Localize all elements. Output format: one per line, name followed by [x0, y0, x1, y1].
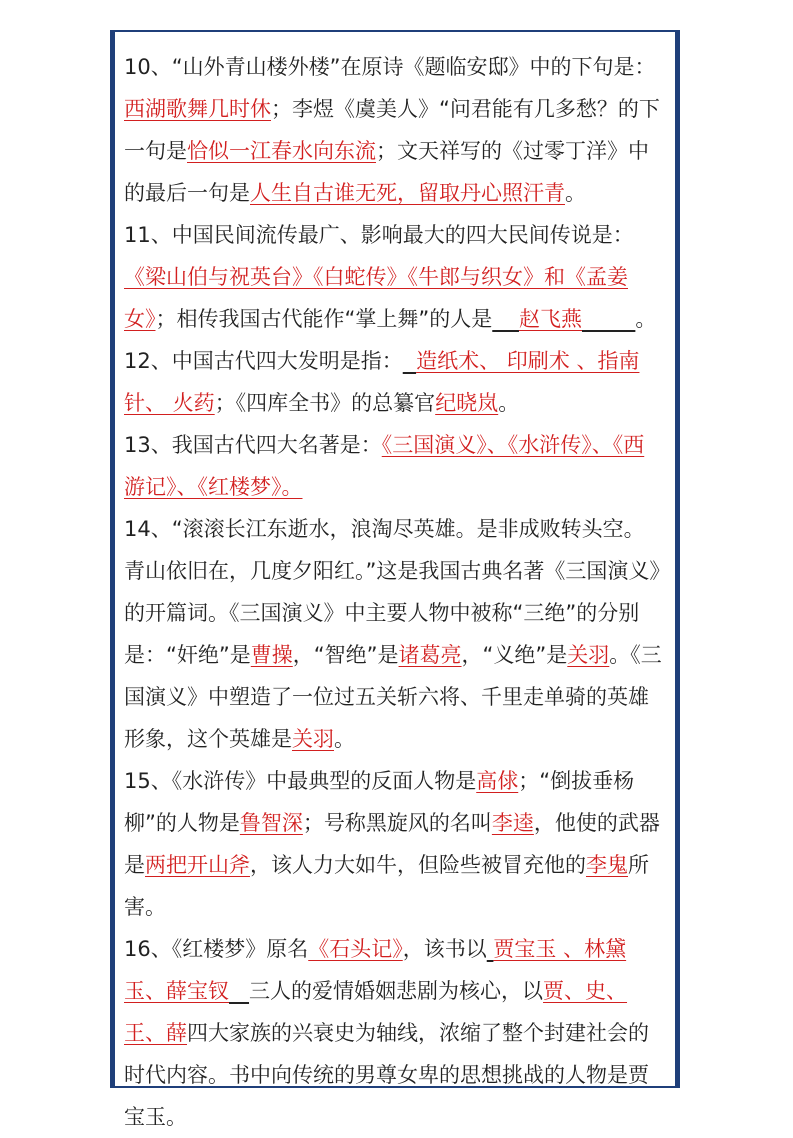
q15-answer-1: 高俅	[476, 769, 519, 793]
q16-answer-3: 贾、史、王、薛	[124, 979, 628, 1045]
q15-text-6: 所害。	[124, 853, 649, 919]
q15-answer-2: 鲁智深	[239, 811, 303, 835]
q15-text-4: ，他使的武器是	[124, 811, 660, 877]
q16-answer-2: 贾宝玉 、林黛玉、薛宝钗	[124, 937, 627, 1003]
q14-text-2: 》的开篇词。《三国演义》中主要人物中被称“三绝”的分别是：“奸绝”是	[124, 559, 660, 667]
question-15	[124, 760, 664, 928]
q14-answer-2: 曹操	[250, 643, 293, 667]
q15-answer-4: 两把开山斧	[145, 853, 250, 877]
q13-text-1: 13、我国古代四大名著是：	[124, 433, 382, 457]
q11-text-1: 11、中国民间流传最广、影响最大的四大民间传说是：	[124, 223, 634, 247]
q16-text-1: 16、《红楼梦》原名	[124, 937, 309, 961]
q11-answer-1: 《梁山伯与祝英台》《白蛇传》《牛郎与织女》和《孟姜女》	[124, 265, 628, 331]
question-16	[124, 928, 664, 1138]
question-11	[124, 214, 664, 340]
q10-text-1: 10、“山外青山楼外楼”在原诗《题临安邸》中的下句是：	[124, 55, 656, 79]
q15-answer-3: 李逵	[491, 811, 534, 835]
q14-answer-4: 关羽	[567, 643, 610, 667]
q14-text-1: 14、“滚滚长江东逝水，浪淘尽英雄。是非成败转头空。青山依旧在，几度夕阳红。”这是我国古典名著《	[124, 517, 645, 583]
q12-text-3: 。	[498, 391, 520, 415]
q11-answer-2: 赵飞燕	[518, 307, 582, 331]
q15-text-5: ，该人力大如牛，但险些被冒充他的	[250, 853, 586, 877]
q14-text-4: ，“义绝”是	[461, 643, 568, 667]
q10-text-3: ；文天祥写的《过零丁洋》中的最后一句是	[124, 139, 649, 205]
question-12	[124, 340, 664, 424]
q16-answer-1: 《石头记》	[308, 937, 403, 961]
q12-answer-2: 纪晓岚	[435, 391, 499, 415]
q12-answer-1: 造纸术、 印刷术 、指南针、 火药	[124, 349, 640, 415]
q12-text-1: 12、中国古代四大发明是指：	[124, 349, 403, 373]
q14-answer-1: 三国演义	[565, 559, 650, 583]
q10-text-2: ；李煜《虞美人》“问君能有几多愁？的下一句是	[124, 97, 660, 163]
question-13	[124, 424, 664, 508]
q13-answer-1: 《三国演义》、《水浒传》、《西游记》、《红楼梦》。	[124, 433, 645, 499]
q11-blank-right	[582, 307, 635, 331]
q10-text-4: 。	[565, 181, 586, 205]
q11-text-3: 。	[635, 307, 657, 331]
q15-text-2: ；“倒拔垂杨柳”的人物是	[124, 769, 635, 835]
q10-answer-2: 恰似一江春水向东流	[187, 139, 376, 163]
q14-answer-3: 诸葛亮	[398, 643, 462, 667]
q11-blank-left	[492, 307, 519, 331]
document-body	[124, 46, 664, 1138]
q14-text-5: 。《三国演义》中塑造了一位过五关斩六将、千里走单骑的英雄形象，这个英雄是	[124, 643, 662, 751]
q10-answer-3: 人生自古谁无死，留取丹心照汗青	[250, 181, 565, 205]
q10-answer-1: 西湖歌舞几时休	[124, 97, 271, 121]
q12-text-2: ；《四库全书》的总纂官	[214, 391, 436, 415]
q16-text-3: 三人的爱情婚姻悲剧为核心，以	[249, 979, 544, 1003]
q15-text-1: 15、《水浒传》中最典型的反面人物是	[124, 769, 477, 793]
q14-answer-5: 关羽	[292, 727, 334, 751]
q14-text-6: 。	[334, 727, 355, 751]
q12-blank-left	[403, 349, 416, 373]
question-14	[124, 508, 664, 760]
q16-blank-right	[229, 979, 249, 1003]
q16-text-4: 四大家族的兴衰史为轴线，浓缩了整个封建社会的时代内容。书中向传统的男尊女卑的思想挑战的人物是贾宝玉。	[124, 1021, 649, 1129]
question-10	[124, 46, 664, 214]
q16-text-2: ，该书以	[402, 937, 487, 961]
q11-text-2: ；相传我国古代能作“掌上舞”的人是	[155, 307, 493, 331]
q14-text-3: ，“智绝”是	[292, 643, 399, 667]
q15-answer-5: 李鬼	[586, 853, 628, 877]
q15-text-3: ；号称黑旋风的名叫	[302, 811, 492, 835]
